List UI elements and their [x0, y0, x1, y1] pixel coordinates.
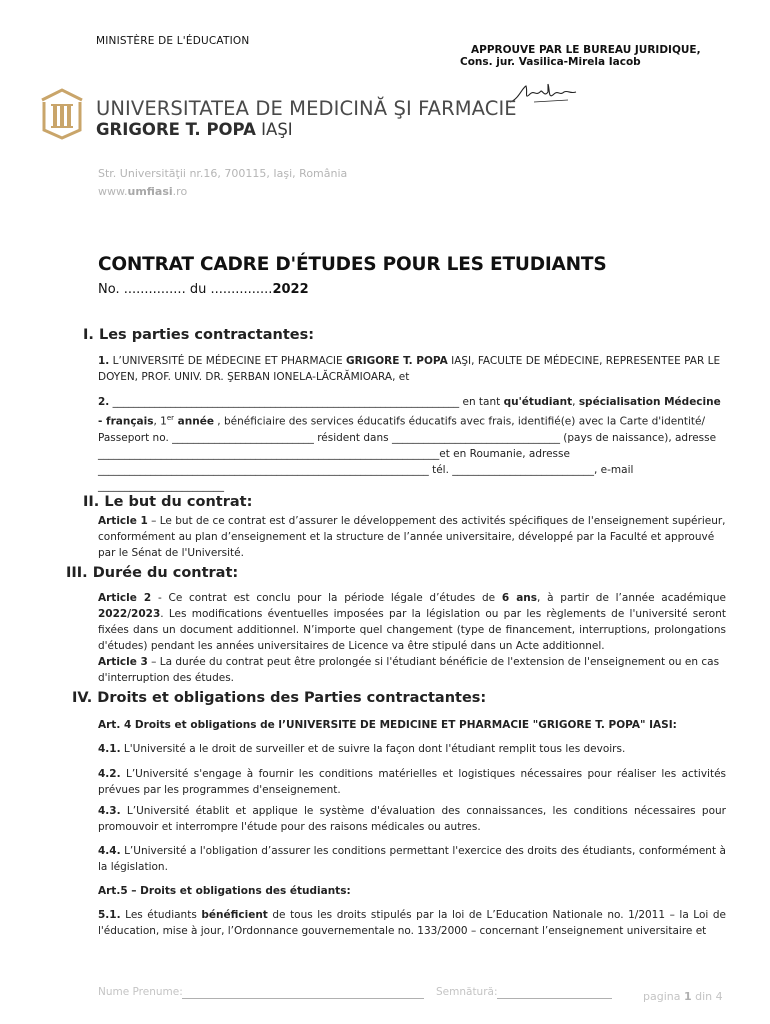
party-text-bold: année: [174, 415, 214, 428]
section-title-duration: III. Durée du contrat:: [66, 565, 239, 581]
university-subname-bold: GRIGORE T. POPA: [96, 120, 256, 139]
contract-number: No. ............... du ...............: [98, 282, 273, 297]
article-3-paragraph: [98, 654, 726, 686]
website-suffix: .ro: [172, 185, 188, 198]
contract-year: 2022: [272, 282, 309, 297]
approval-line: APPROUVE PAR LE BUREAU JURIDIQUE,: [471, 44, 701, 56]
student-name-blank[interactable]: __________________________________________________________________: [109, 396, 460, 408]
section-title-purpose: II. Le but du contrat:: [83, 494, 253, 510]
website-domain: umfiasi: [127, 185, 173, 198]
article-text: – Le but de ce contrat est d’assurer le développement des activités spécifiques de l'enseignement supérieur, conformément au plan d’enseignement et la structure de l’année universitaire, développé par la Faculté et approuvé par le Sénat de l'Université.: [98, 515, 726, 560]
article-text: – La durée du contrat peut être prolongée si l'étudiant bénéficie de l'extension de l'enseignement ou en cas d'interruption des études.: [98, 656, 720, 685]
party-number: 2.: [98, 396, 110, 408]
footer-name-field[interactable]: [182, 998, 424, 999]
clause-text-bold: bénéficient: [201, 909, 268, 921]
clause-text: L'Université a le droit de surveiller et de suivre la façon dont l'étudiant remplit tous les devoirs.: [120, 743, 626, 755]
footer-signature-label: Semnătură:: [436, 986, 498, 998]
university-website[interactable]: [98, 183, 347, 201]
article-label: Article 2: [98, 592, 152, 604]
article-label: Article 1: [98, 515, 148, 527]
party-text: IAŞI, FACULTE DE MÉDECINE, REPRESENTEE PAR LE DOYEN, PROF. UNIV. DR. ŞERBAN IONELA-LĂCRĂMIOARA, et: [98, 355, 721, 384]
party-number: 1.: [98, 355, 110, 367]
ministry-label: MINISTÈRE DE L'ÉDUCATION: [96, 35, 250, 47]
university-name: UNIVERSITATEA DE MEDICINĂ ŞI FARMACIE: [96, 97, 517, 120]
party-text: L’UNIVERSITÉ DE MÉDECINE ET PHARMACIE: [109, 355, 346, 367]
clause-number: 4.4.: [98, 845, 121, 857]
clause-text: L’Université établit et applique le système d'évaluation des connaissances, les conditions nécessaires pour promouvoir et interrompre l'étude pour des raisons médicales ou autres.: [98, 805, 726, 834]
footer-name-label: Nume Prenume:: [98, 986, 183, 998]
party-text: , 1: [153, 415, 167, 428]
article-text-bold: 6 ans: [501, 592, 538, 604]
clause-text: L’Université a l'obligation d’assurer les conditions permettant l'exercice des droits des étudiants, conformément à la législation.: [98, 845, 726, 874]
footer-signature-field[interactable]: [497, 998, 612, 999]
student-details-blanks[interactable]: , bénéficiaire des services éducatifs éducatifs avec frais, identifié(e) avec la Carte d'identité/ Passeport no. ___________________________ résident dans ________________________________ (pays de naissance), adresse _________________________________________________________________et en Roumanie, adresse _______________________________________________________________ tél. ___________________________, e-mail ________________________: [98, 415, 717, 492]
party-text-bold: spécialisation Médecine - français: [98, 396, 721, 428]
section-title-rights: IV. Droits et obligations des Parties contractantes:: [72, 690, 487, 706]
page-prefix: pagina: [643, 990, 684, 1003]
page-suffix: din 4: [691, 990, 723, 1003]
clause-4-2: [98, 766, 726, 798]
article-label: Article 3: [98, 656, 148, 668]
clause-4-4: [98, 843, 726, 875]
article-text-bold: 2022/2023: [98, 608, 161, 621]
contract-number-line: [98, 282, 309, 297]
article-2-paragraph: [98, 590, 726, 654]
section-title-parties: I. Les parties contractantes:: [83, 327, 315, 343]
university-city: IAŞI: [261, 120, 293, 139]
article-text: , à partir de l’année académique: [537, 592, 726, 604]
clause-number: 4.3.: [98, 805, 121, 817]
party-university-paragraph: [98, 353, 726, 385]
clause-number: 4.1.: [98, 743, 121, 755]
party-text: ,: [572, 396, 579, 408]
approver-name: Cons. jur. Vasilica-Mirela Iacob: [460, 56, 641, 68]
article-4-heading: Art. 4 Droits et obligations de l’UNIVERSITE DE MEDICINE ET PHARMACIE "GRIGORE T. POPA" IASI:: [98, 719, 677, 731]
article-1-paragraph: [98, 513, 726, 561]
university-address: Str. Universităţii nr.16, 700115, Iaşi, România: [98, 167, 348, 180]
party-student-paragraph: [98, 394, 726, 494]
clause-text: L’Université s'engage à fournir les conditions matérielles et logistiques nécessaires pour réaliser les activités prévues par les programmes d'enseignement.: [98, 768, 726, 797]
article-text: - Ce contrat est conclu pour la période légale d’études de: [151, 592, 502, 604]
clause-4-3: [98, 803, 726, 835]
ordinal-suffix: er: [166, 414, 175, 423]
party-text-bold: qu'étudiant: [503, 396, 573, 408]
clause-5-1: [98, 907, 726, 939]
clause-number: 5.1.: [98, 909, 121, 921]
legal-approval-block: [460, 44, 701, 68]
university-logo-icon: [38, 86, 86, 142]
website-prefix: www.: [98, 185, 128, 198]
clause-text: de tous les droits stipulés par la loi de L’Education Nationale no. 1/2011 – la Loi de l'éducation, mise à jour, l’Ordonnance gouvernementale no. 133/2000 – concernant l’enseignement universitaire et: [98, 909, 726, 938]
page-current: 1: [683, 990, 692, 1003]
university-subname: [96, 120, 293, 139]
party-text-bold: GRIGORE T. POPA: [346, 355, 448, 367]
clause-4-1: [98, 741, 726, 757]
clause-number: 4.2.: [98, 768, 121, 780]
document-title: CONTRAT CADRE D'ÉTUDES POUR LES ETUDIANTS: [98, 254, 607, 275]
article-5-heading: Art.5 – Droits et obligations des étudiants:: [98, 885, 351, 897]
party-text: en tant: [459, 396, 504, 408]
page-indicator: [643, 990, 723, 1003]
handwritten-signature: [508, 80, 588, 112]
article-text: . Les modifications éventuelles imposées par la législation ou par les règlements de l'université seront fixées dans un document additionnel. N’importe quel changement (type de financement, interruptions, prolongations d'études) pendant les années universitaires de Licence va être stipulé dans un Acte additionnel.: [98, 608, 726, 653]
clause-text: Les étudiants: [120, 909, 202, 921]
university-address-block: [98, 165, 347, 201]
